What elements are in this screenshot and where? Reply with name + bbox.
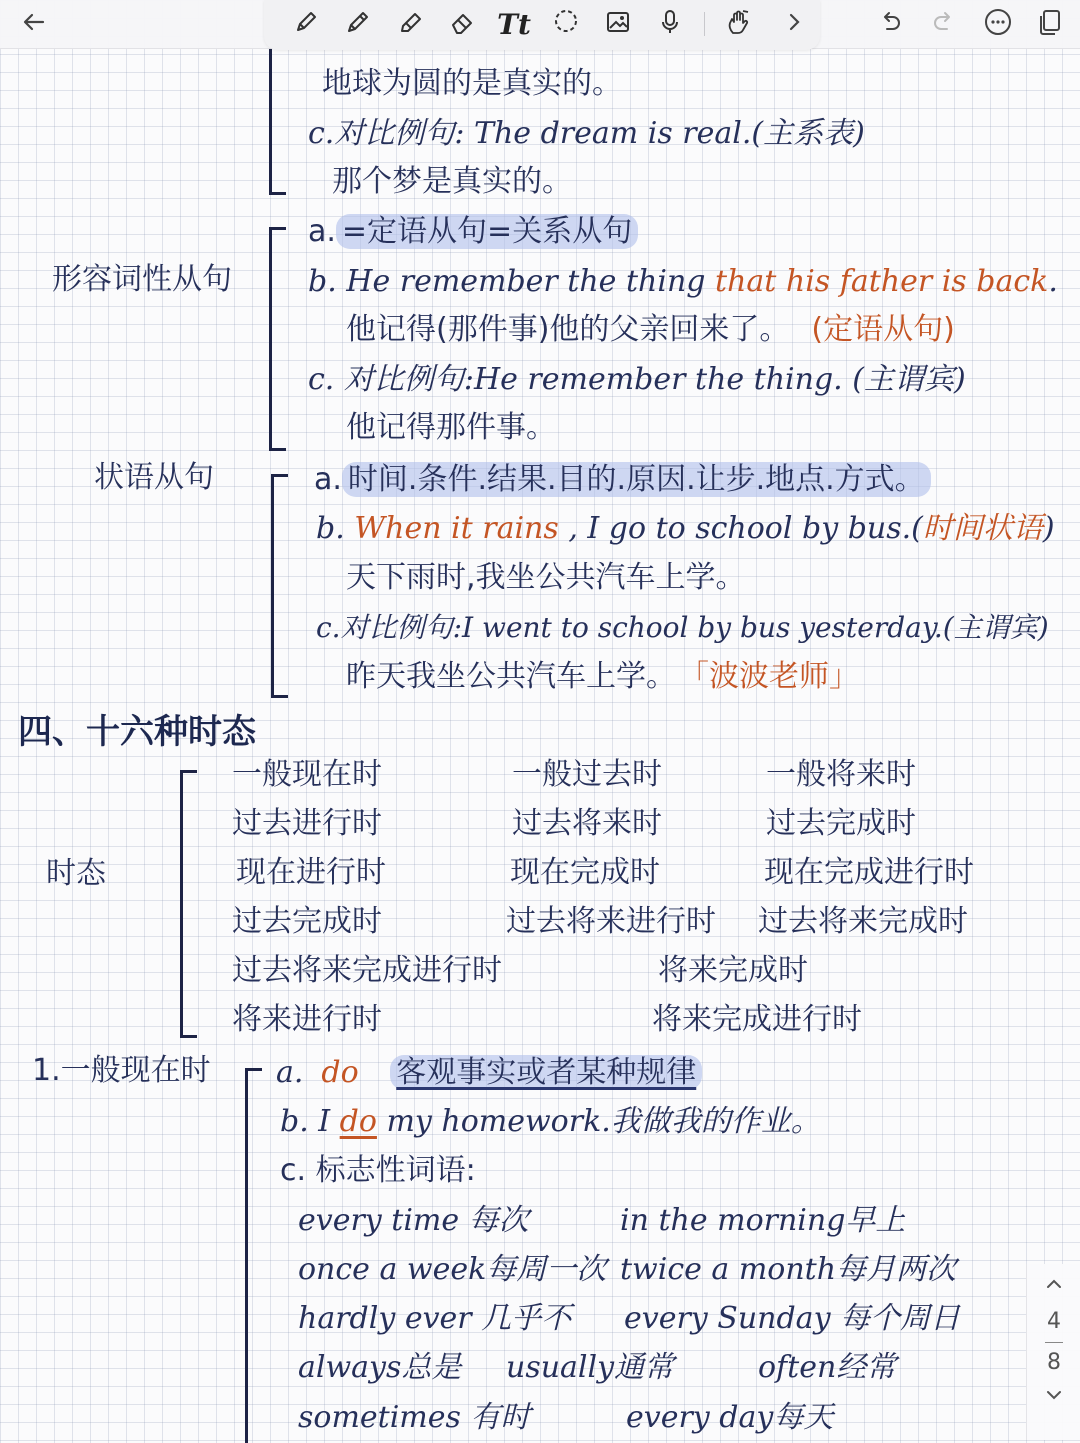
note-line xyxy=(314,462,931,498)
tense-item: 一般过去时 xyxy=(512,757,662,792)
tense-bracket xyxy=(180,770,197,1038)
note-line: 他记得那件事。 xyxy=(346,410,556,445)
note-text: . xyxy=(1048,264,1058,299)
tense-item: 现在进行时 xyxy=(236,855,386,890)
text-icon: Tt xyxy=(497,7,531,41)
image-icon xyxy=(603,7,633,41)
note-text: my homework.我做我的作业。 xyxy=(376,1104,821,1139)
note-line: 那个梦是真实的。 xyxy=(332,164,572,199)
red-text: 时间状语 xyxy=(922,511,1043,546)
tense-item: 现在完成进行时 xyxy=(764,855,974,890)
microphone-icon xyxy=(655,7,685,41)
highlighter-icon xyxy=(395,7,425,41)
signal-word: every time 每次 xyxy=(298,1203,529,1238)
item-marker: a. xyxy=(276,1055,304,1090)
signal-word: often经常 xyxy=(758,1350,897,1385)
back-button[interactable] xyxy=(12,0,56,48)
redo-button[interactable] xyxy=(922,0,966,48)
signal-word: always总是 xyxy=(298,1350,462,1385)
page-navigator xyxy=(1026,1264,1080,1440)
note-line: 地球为圆的是真实的。 xyxy=(322,66,622,101)
chevron-down-icon xyxy=(1042,1383,1066,1411)
tense-item: 将来完成进行时 xyxy=(652,1002,862,1037)
tense-item: 将来完成时 xyxy=(658,953,808,988)
tense-item: 将来进行时 xyxy=(232,1002,382,1037)
tense-label: 时态 xyxy=(46,856,106,891)
note-line xyxy=(346,659,859,695)
item-marker: a. xyxy=(308,214,336,249)
red-text: do xyxy=(339,1104,377,1139)
note-line xyxy=(316,511,1055,547)
more-tools-button[interactable] xyxy=(774,0,814,48)
toolbar-separator xyxy=(704,12,705,36)
note-line xyxy=(346,312,955,348)
watermark-text: 「波波老师」 xyxy=(694,659,859,694)
red-text: (定语从句) xyxy=(811,312,955,347)
undo-button[interactable] xyxy=(868,0,912,48)
item-marker: a. xyxy=(314,462,342,497)
signal-word: once a week每周一次 xyxy=(298,1252,607,1287)
red-text: When it rains xyxy=(354,511,559,546)
note-line: c. 标志性词语: xyxy=(280,1153,476,1188)
tense-item: 过去完成时 xyxy=(232,904,382,939)
eraser-tool-button[interactable] xyxy=(440,0,484,48)
highlighted-text: =定语从句=关系从句 xyxy=(336,214,638,249)
note-line xyxy=(276,1055,702,1091)
note-line: c.对比例句:I went to school by bus yesterday.(主谓宾) xyxy=(316,611,1049,644)
microphone-tool-button[interactable] xyxy=(648,0,692,48)
highlighted-text: 时间.条件.结果.目的.原因.让步.地点.方式。 xyxy=(342,462,931,497)
more-options-button[interactable] xyxy=(976,0,1020,48)
signal-word: every day每天 xyxy=(626,1400,834,1435)
touch-draw-button[interactable] xyxy=(716,0,760,48)
note-text: 他记得(那件事)他的父亲回来了。 xyxy=(346,312,790,347)
note-line: 天下雨时,我坐公共汽车上学。 xyxy=(346,560,746,595)
pencil-icon xyxy=(343,7,373,41)
lasso-icon xyxy=(551,7,581,41)
note-text: b. xyxy=(316,511,355,546)
signal-word: sometimes 有时 xyxy=(298,1400,531,1435)
note-text: 昨天我坐公共汽车上学。 xyxy=(346,659,676,694)
tense-item: 过去将来进行时 xyxy=(506,904,716,939)
note-text: b. I xyxy=(280,1104,340,1139)
note-text: , I go to school by bus.( xyxy=(558,511,923,546)
pen-tool-button[interactable] xyxy=(284,0,328,48)
red-text: that his father is back xyxy=(715,264,1049,299)
signal-word: in the morning早上 xyxy=(620,1203,906,1238)
note-line xyxy=(280,1104,821,1140)
lasso-tool-button[interactable] xyxy=(544,0,588,48)
hand-draw-icon xyxy=(723,7,753,41)
tense-item: 现在完成时 xyxy=(510,855,660,890)
ellipsis-icon xyxy=(983,7,1013,41)
signal-word: twice a month每月两次 xyxy=(620,1252,957,1287)
tense-item: 一般现在时 xyxy=(232,757,382,792)
tense-item: 过去进行时 xyxy=(232,806,382,841)
tense-item: 过去将来时 xyxy=(512,806,662,841)
highlighted-text: 客观事实或者某种规律 xyxy=(390,1055,702,1090)
simple-present-label: 1.一般现在时 xyxy=(32,1053,211,1088)
previous-page-button[interactable] xyxy=(1042,1264,1066,1308)
note-line: c. 对比例句:He remember the thing. (主谓宾) xyxy=(308,362,966,397)
tense-item: 一般将来时 xyxy=(766,757,916,792)
redo-icon xyxy=(929,7,959,41)
pencil-tool-button[interactable] xyxy=(336,0,380,48)
note-line xyxy=(308,214,638,250)
noun-clause-bracket xyxy=(269,48,286,195)
eraser-icon xyxy=(447,7,477,41)
section-heading: 四、十六种时态 xyxy=(18,712,256,752)
simple-present-bracket xyxy=(245,1068,262,1443)
signal-word: every Sunday 每个周日 xyxy=(624,1301,961,1336)
note-text: b. He remember the thing xyxy=(308,264,716,299)
red-text: do xyxy=(321,1055,359,1090)
arrow-left-icon xyxy=(19,7,49,41)
adjective-clause-label: 形容词性从句 xyxy=(52,262,232,297)
note-line xyxy=(308,264,1058,300)
adverbial-clause-bracket xyxy=(271,474,288,698)
pen-icon xyxy=(291,7,321,41)
note-text: ) xyxy=(1042,511,1055,546)
next-page-button[interactable] xyxy=(1042,1377,1066,1417)
highlighter-tool-button[interactable] xyxy=(388,0,432,48)
undo-icon xyxy=(875,7,905,41)
signal-word: hardly ever 几乎不 xyxy=(298,1301,572,1336)
tense-item: 过去完成时 xyxy=(766,806,916,841)
signal-word: usually通常 xyxy=(506,1350,675,1385)
tense-item: 过去将来完成进行时 xyxy=(232,953,502,988)
top-toolbar xyxy=(0,0,1080,49)
chevron-up-icon xyxy=(1042,1272,1066,1300)
chevron-right-icon xyxy=(779,7,809,41)
note-line: c.对比例句: The dream is real.(主系表) xyxy=(308,116,865,151)
image-tool-button[interactable] xyxy=(596,0,640,48)
text-tool-button[interactable] xyxy=(492,0,536,48)
tense-item: 过去将来完成时 xyxy=(758,904,968,939)
page-divider xyxy=(1045,1342,1063,1343)
adverbial-clause-label: 状语从句 xyxy=(94,460,214,495)
pages-overview-button[interactable] xyxy=(1028,0,1072,48)
current-page-number: 4 xyxy=(1047,1309,1061,1334)
total-page-number: 8 xyxy=(1047,1350,1061,1375)
copy-pages-icon xyxy=(1035,7,1065,41)
adjective-clause-bracket xyxy=(269,227,286,451)
